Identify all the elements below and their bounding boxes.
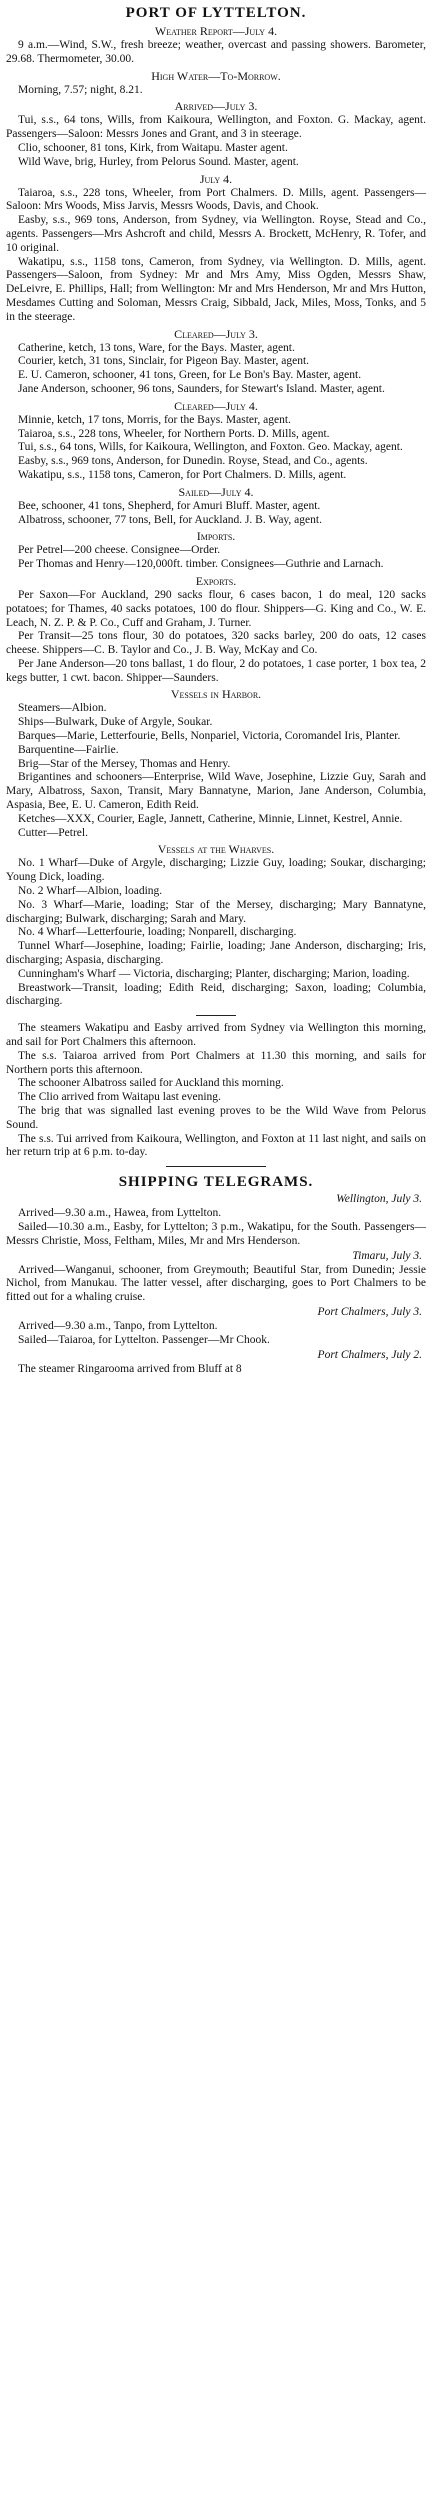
telegram-entry: Arrived—9.30 a.m., Hawea, from Lyttelton. bbox=[18, 1207, 222, 1220]
sailed-entry: Albatross, schooner, 77 tons, Bell, for Auckland. J. B. Way, agent. bbox=[18, 513, 322, 526]
cleared-heading-2: Cleared—July 4. bbox=[174, 398, 258, 413]
arrived-entry: Easby, s.s., 969 tons, Anderson, from Sydney, via Wellington. Royse, Stead and Co., agents. Passengers—Mrs Ashcroft and child, Messrs A. Brockett, McHenry, R. Tofer, and 10 original. bbox=[6, 214, 426, 254]
cleared-entry: Taiaroa, s.s., 228 tons, Wheeler, for Northern Ports. D. Mills, agent. bbox=[18, 427, 330, 440]
wharf-entry: Cunningham's Wharf — Victoria, discharging; Planter, discharging; Marion, loading. bbox=[18, 967, 410, 980]
high-water-text: Morning, 7.57; night, 8.21. bbox=[18, 83, 143, 96]
harbor-entry: Ships—Bulwark, Duke of Argyle, Soukar. bbox=[18, 716, 213, 729]
telegram-dateline: Wellington, July 3. bbox=[336, 1193, 422, 1206]
imports-heading: Imports. bbox=[196, 529, 236, 544]
cleared-entry: Wakatipu, s.s., 1158 tons, Cameron, for Port Chalmers. D. Mills, agent. bbox=[18, 468, 347, 481]
imports-entry: Per Petrel—200 cheese. Consignee—Order. bbox=[18, 544, 221, 557]
telegrams-title: SHIPPING TELEGRAMS. bbox=[118, 1174, 314, 1191]
cleared-entry: Minnie, ketch, 17 tons, Morris, for the Bays. Master, agent. bbox=[18, 413, 291, 426]
wharf-entry: No. 3 Wharf—Marie, loading; Star of the Mersey, discharging; Mary Bannatyne, discharging; Bulwark, discharging; Sarah and Mary. bbox=[6, 898, 426, 925]
vessels-at-wharves-heading: Vessels at the Wharves. bbox=[157, 842, 275, 857]
shipping-note: The schooner Albatross sailed for Auckland this morning. bbox=[18, 1077, 284, 1090]
arrived-entry: Tui, s.s., 64 tons, Wills, from Kaikoura, Wellington, and Foxton. G. Mackay, agent. Passengers—Saloon: Messrs Jones and Grant, and 3 in steerage. bbox=[6, 114, 426, 141]
harbor-entry: Brig—Star of the Mersey, Thomas and Henry. bbox=[18, 757, 231, 770]
shipping-note: The steamers Wakatipu and Easby arrived from Sydney via Wellington this morning, and sail for Port Chalmers this afternoon. bbox=[6, 1022, 426, 1049]
exports-heading: Exports. bbox=[195, 573, 237, 588]
newspaper-column bbox=[6, 0, 426, 1378]
wharf-entry: Tunnel Wharf—Josephine, loading; Fairlie, loading; Jane Anderson, discharging; Iris, discharging; Aspasia, discharging. bbox=[6, 940, 426, 967]
telegram-dateline: Port Chalmers, July 3. bbox=[317, 1305, 422, 1318]
telegram-entry: Arrived—9.30 a.m., Tanpo, from Lyttelton. bbox=[18, 1319, 218, 1332]
shipping-note: The s.s. Taiaroa arrived from Port Chalmers at 11.30 this morning, and sails for Northern ports this afternoon. bbox=[6, 1049, 426, 1076]
sailed-heading: Sailed—July 4. bbox=[178, 484, 254, 499]
wharf-entry: No. 1 Wharf—Duke of Argyle, discharging; Lizzie Guy, loading; Soukar, discharging; Young Dick, loading. bbox=[6, 857, 426, 884]
cleared-entry: E. U. Cameron, schooner, 41 tons, Green, for Le Bon's Bay. Master, agent. bbox=[18, 369, 362, 382]
page-title: PORT OF LYTTELTON. bbox=[125, 5, 307, 21]
arrived-entry: Taiaroa, s.s., 228 tons, Wheeler, from Port Chalmers. D. Mills, agent. Passengers—Saloon: Mrs Woods, Miss Jarvis, Messrs Woods, Davis, and Chook. bbox=[6, 186, 426, 213]
imports-entry: Per Thomas and Henry—120,000ft. timber. Consignees—Guthrie and Larnach. bbox=[18, 558, 384, 571]
exports-entry: Per Transit—25 tons flour, 30 do potatoes, 320 sacks barley, 200 do oats, 12 cases cheese. Shippers—C. B. Taylor and Co., J. B. Way, McKay and Co. bbox=[6, 630, 426, 657]
telegram-entry: Sailed—10.30 a.m., Easby, for Lyttelton; 3 p.m., Wakatipu, for the South. Passengers—Messrs Christie, Moss, Feltham, Miles, Mr and Mrs Henderson. bbox=[6, 1220, 426, 1247]
exports-entry: Per Saxon—For Auckland, 290 sacks flour, 6 cases bacon, 1 do meal, 120 sacks potatoes; for Thames, 40 sacks potatoes, 100 do flour. Shippers—G. King and Co., W. E. Leach, N. Z. P. & P. Co., Cuff and Graham, J. Turner. bbox=[6, 588, 426, 629]
harbor-entry: Cutter—Petrel. bbox=[18, 826, 88, 839]
harbor-entry: Barques—Marie, Letterfourie, Bells, Nonpariel, Victoria, Coromandel Iris, Planter. bbox=[18, 730, 401, 743]
exports-entry: Per Jane Anderson—20 tons ballast, 1 do flour, 2 do potatoes, 1 case porter, 1 box tea, 2 kegs butter, 1 cwt. bacon. Shipper—Saunders. bbox=[6, 657, 426, 684]
cleared-entry: Tui, s.s., 64 tons, Wills, for Kaikoura, Wellington, and Foxton. Geo. Mackay, agent. bbox=[18, 441, 403, 454]
arrived-date-2: July 4. bbox=[199, 171, 233, 186]
weather-heading: Weather Report—July 4. bbox=[154, 24, 278, 38]
telegram-entry: The steamer Ringarooma arrived from Bluff at 8 bbox=[18, 1362, 242, 1375]
cleared-heading-1: Cleared—July 3. bbox=[174, 326, 258, 341]
section-divider bbox=[166, 1166, 266, 1167]
arrived-heading: Arrived—July 3. bbox=[174, 99, 258, 114]
weather-text: 9 a.m.—Wind, S.W., fresh breeze; weather, overcast and passing showers. Barometer, 29.68. Thermometer, 30.00. bbox=[6, 39, 426, 65]
cleared-entry: Easby, s.s., 969 tons, Anderson, for Dunedin. Royse, Stead, and Co., agents. bbox=[18, 455, 368, 468]
harbor-entry: Steamers—Albion. bbox=[18, 702, 107, 715]
wharf-entry: Breastwork—Transit, loading; Edith Reid, discharging; Saxon, loading; Columbia, discharging. bbox=[6, 981, 426, 1008]
cleared-entry: Courier, ketch, 31 tons, Sinclair, for Pigeon Bay. Master, agent. bbox=[18, 355, 310, 368]
sailed-entry: Bee, schooner, 41 tons, Shepherd, for Amuri Bluff. Master, agent. bbox=[18, 499, 321, 512]
arrived-entry: Clio, schooner, 81 tons, Kirk, from Waitapu. Master agent. bbox=[18, 141, 288, 154]
vessels-in-harbor-heading: Vessels in Harbor. bbox=[170, 687, 262, 702]
cleared-entry: Catherine, ketch, 13 tons, Ware, for the Bays. Master, agent. bbox=[18, 341, 295, 354]
shipping-note: The s.s. Tui arrived from Kaikoura, Wellington, and Foxton at 11 last night, and sails on her return trip at 6 p.m. to-day. bbox=[6, 1132, 426, 1159]
shipping-note: The brig that was signalled last evening proves to be the Wild Wave from Pelorus Sound. bbox=[6, 1105, 426, 1131]
wharf-entry: No. 2 Wharf—Albion, loading. bbox=[18, 885, 163, 898]
arrived-entry: Wakatipu, s.s., 1158 tons, Cameron, from Sydney, via Wellington. D. Mills, agent. Passengers—Saloon, from Sydney: Mr and Mrs Amy, Miss Ogden, Messrs Shaw, DeLeivre, E. Phillips, Hall; from Wellington: Mr and Mrs Henderson, Mr and Mrs Hutton, Mesdames Cutting and Soloman, Messrs Craig, Sibbald, Jack, Miles, Moss, Tonks, and 5 in the steerage. bbox=[6, 255, 426, 323]
harbor-entry: Ketches—XXX, Courier, Eagle, Jannett, Catherine, Minnie, Linnet, Kestrel, Annie. bbox=[18, 812, 403, 825]
telegram-entry: Arrived—Wanganui, schooner, from Greymouth; Beautiful Star, from Dunedin; Jessie Nichol, from Manukau. The latter vessel, after discharging, goes to Port Chalmers to be fitted out for a whaling cruise. bbox=[6, 1263, 426, 1304]
high-water-heading: High Water—To-Morrow. bbox=[151, 68, 281, 83]
shipping-note: The Clio arrived from Waitapu last evening. bbox=[18, 1091, 221, 1104]
harbor-entry: Barquentine—Fairlie. bbox=[18, 743, 119, 756]
arrived-entry: Wild Wave, brig, Hurley, from Pelorus Sound. Master, agent. bbox=[18, 155, 299, 168]
cleared-entry: Jane Anderson, schooner, 96 tons, Saunders, for Stewart's Island. Master, agent. bbox=[18, 382, 385, 395]
harbor-entry: Brigantines and schooners—Enterprise, Wild Wave, Josephine, Lizzie Guy, Sarah and Mary, Albatross, Saxon, Transit, Mary Bannatyne, Marion, Jane Anderson, Columbia, Aspasia, Bee, E. U. Cameron, Edith Reid. bbox=[6, 771, 426, 812]
telegram-entry: Sailed—Taiaroa, for Lyttelton. Passenger—Mr Chook. bbox=[18, 1333, 270, 1346]
wharf-entry: No. 4 Wharf—Letterfourie, loading; Nonparell, discharging. bbox=[18, 926, 297, 939]
telegram-dateline: Port Chalmers, July 2. bbox=[317, 1348, 422, 1361]
section-divider bbox=[196, 1015, 236, 1016]
telegram-dateline: Timaru, July 3. bbox=[352, 1249, 422, 1262]
